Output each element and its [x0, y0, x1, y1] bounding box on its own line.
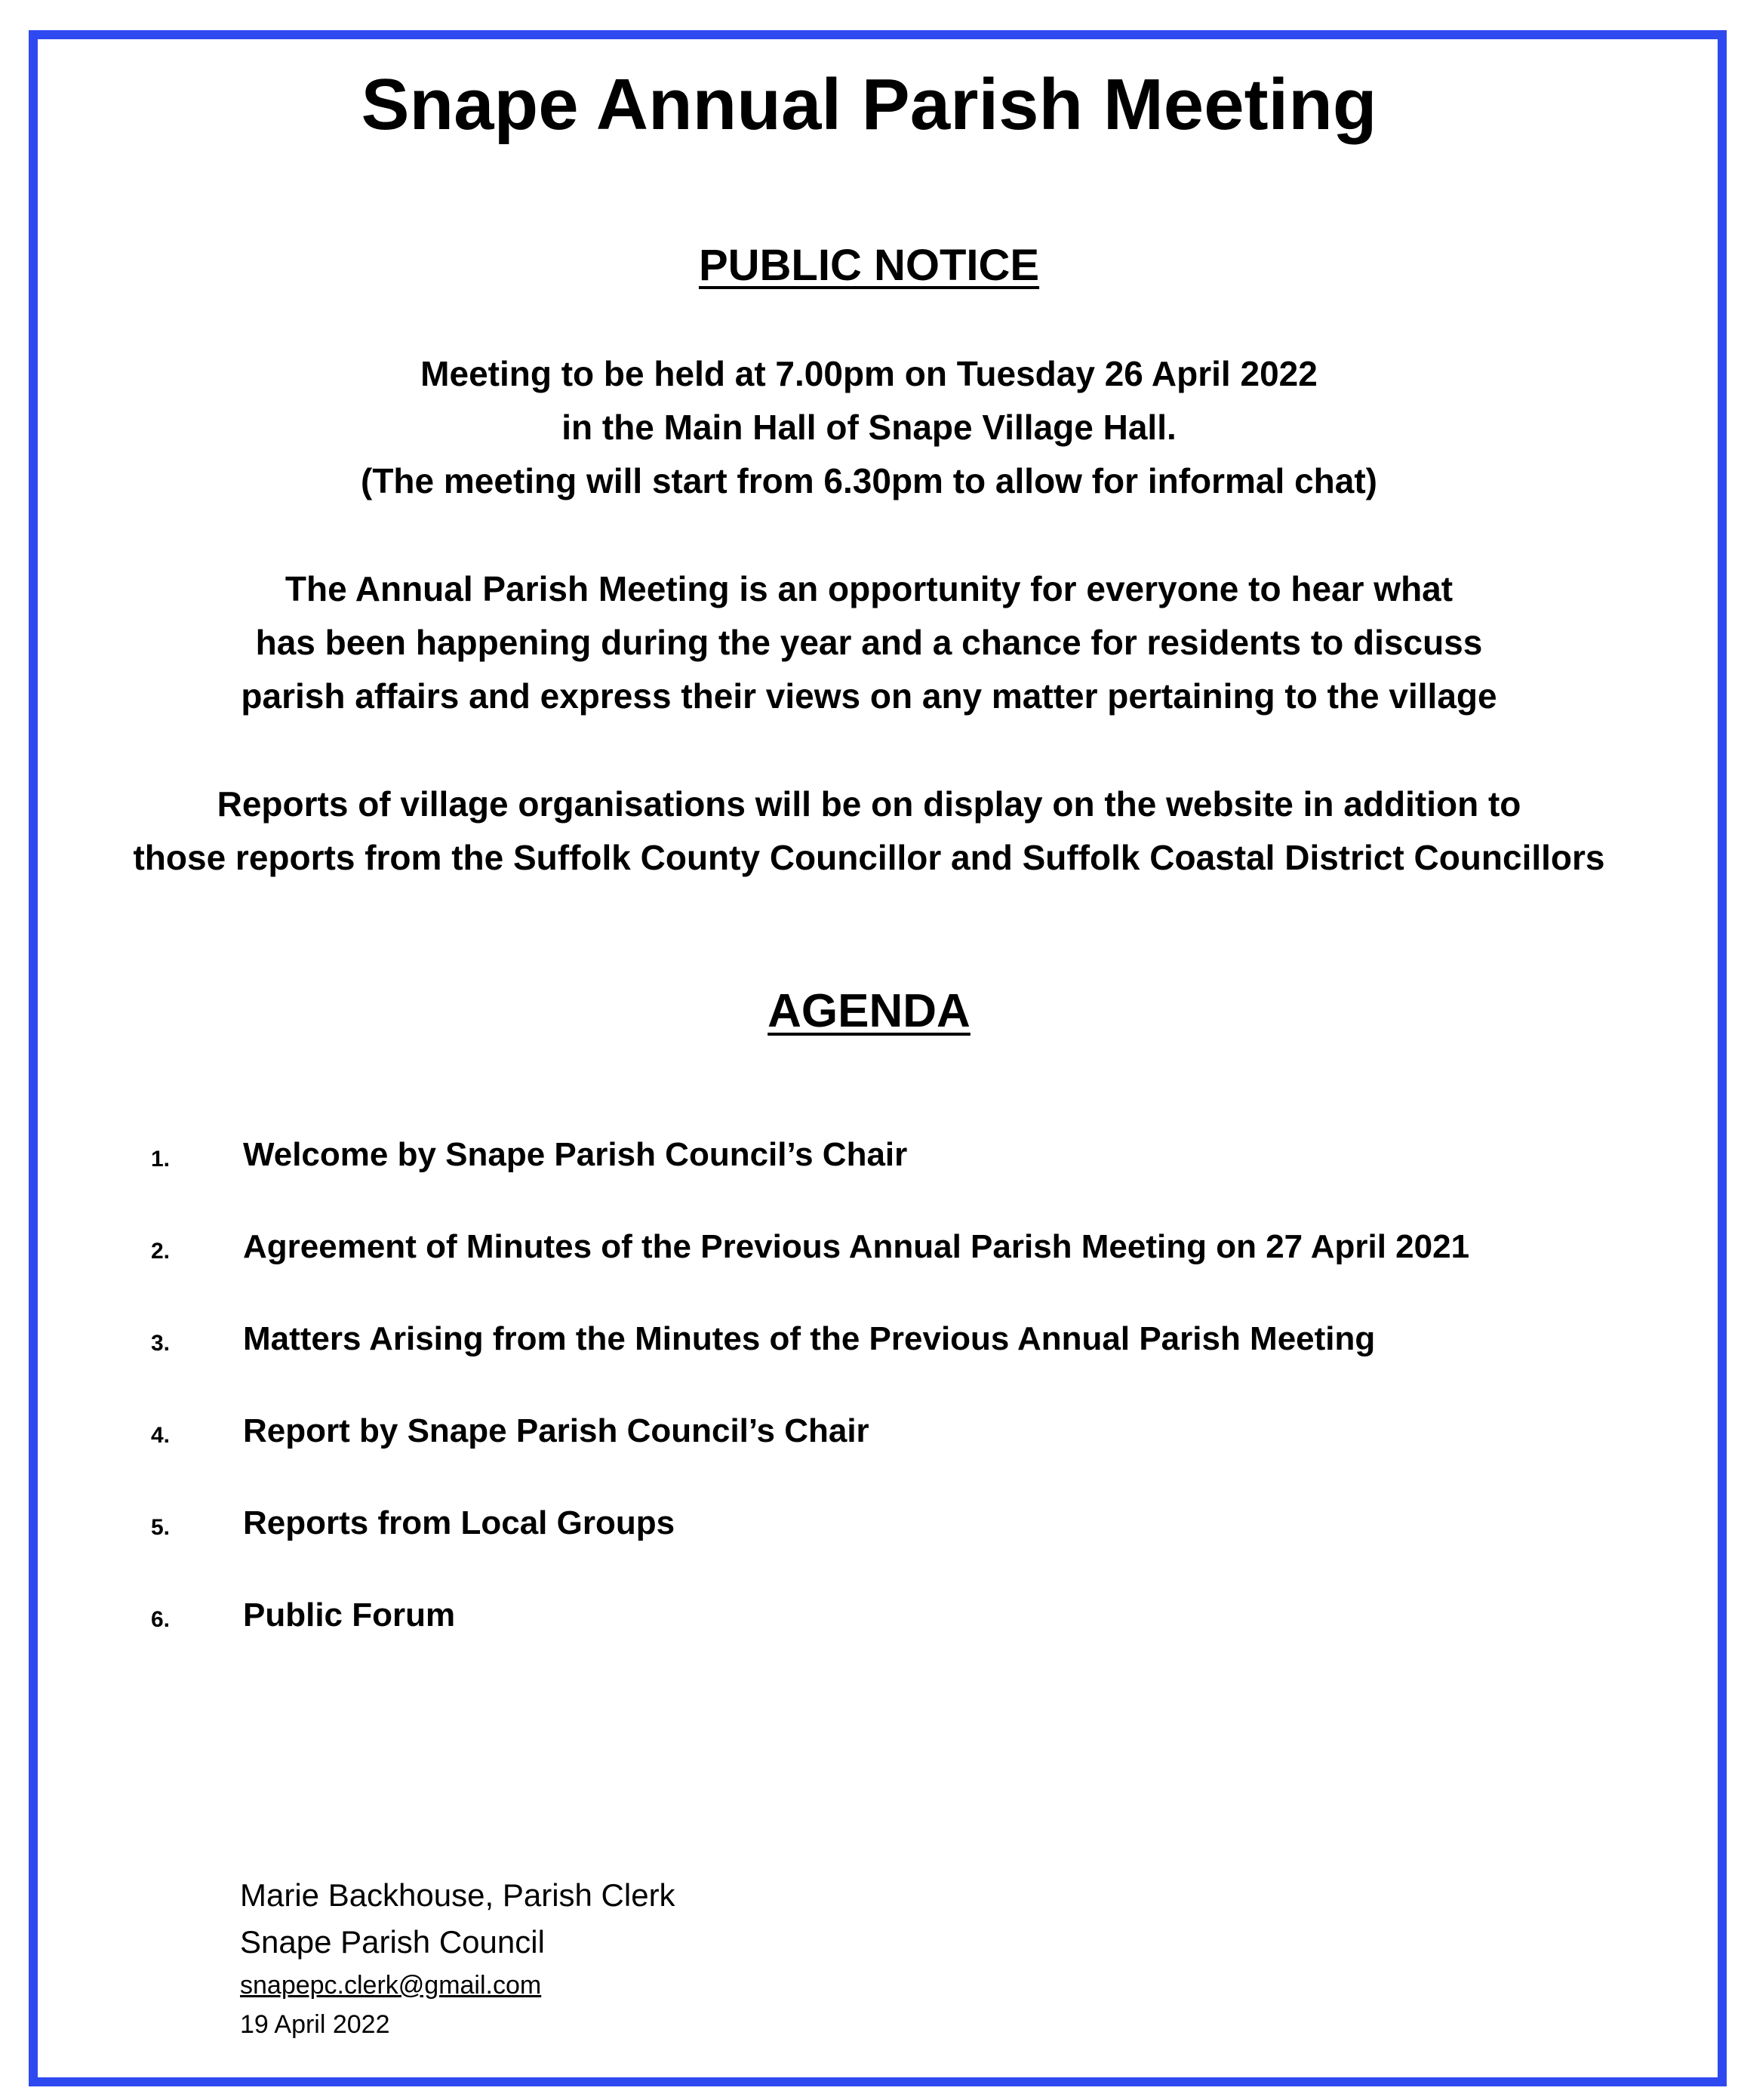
agenda-item: [151, 1597, 1469, 1689]
signature-block: [240, 1872, 675, 2044]
clerk-email-link[interactable]: snapepc.clerk@gmail.com: [240, 1971, 542, 2000]
agenda-item-number: 2.: [151, 1239, 171, 1264]
reports-line: those reports from the Suffolk County Councillor and Suffolk Coastal District Councillors: [133, 838, 1605, 877]
agenda-item-text: Reports from Local Groups: [243, 1504, 675, 1541]
agenda-item-text: Matters Arising from the Minutes of the Previous Annual Parish Meeting: [243, 1320, 1376, 1357]
meeting-line: (The meeting will start from 6.30pm to allow for informal chat): [361, 461, 1377, 500]
agenda-item: [151, 1320, 1469, 1412]
agenda-item-number: 5.: [151, 1515, 171, 1540]
council-name: Snape Parish Council: [240, 1924, 545, 1960]
purpose-line: The Annual Parish Meeting is an opportunity for everyone to hear what: [285, 569, 1453, 608]
agenda-item-number: 6.: [151, 1607, 171, 1632]
notice-date: 19 April 2022: [240, 2010, 390, 2039]
agenda-item-text: Agreement of Minutes of the Previous Annual Parish Meeting on 27 April 2021: [243, 1228, 1470, 1265]
agenda-item-number: 1.: [151, 1147, 171, 1172]
page-title: Snape Annual Parish Meeting: [361, 64, 1377, 145]
agenda-heading-text: AGENDA: [767, 985, 971, 1037]
agenda-item-text: Report by Snape Parish Council’s Chair: [243, 1412, 869, 1449]
public-notice-heading-text: PUBLIC NOTICE: [698, 241, 1040, 290]
agenda-list: [151, 1136, 1469, 1689]
agenda-item-text: Welcome by Snape Parish Council’s Chair: [243, 1136, 908, 1173]
purpose-line: parish affairs and express their views on any matter pertaining to the village: [241, 676, 1497, 716]
agenda-item: [151, 1228, 1469, 1320]
meeting-details: [45, 347, 1693, 508]
purpose-line: has been happening during the year and a chance for residents to discuss: [255, 623, 1483, 662]
clerk-name: Marie Backhouse, Parish Clerk: [240, 1877, 675, 1913]
notice-border: [29, 30, 1727, 2086]
meeting-line: Meeting to be held at 7.00pm on Tuesday 26 April 2022: [420, 354, 1318, 393]
agenda-item-number: 3.: [151, 1331, 171, 1356]
agenda-item: [151, 1504, 1469, 1597]
agenda-item-number: 4.: [151, 1423, 171, 1448]
reports-line: Reports of village organisations will be on display on the website in addition to: [217, 784, 1521, 824]
reports-info: [45, 777, 1693, 885]
agenda-item-text: Public Forum: [243, 1597, 456, 1634]
agenda-item: [151, 1412, 1469, 1504]
meeting-purpose: [45, 562, 1693, 723]
meeting-line: in the Main Hall of Snape Village Hall.: [561, 408, 1177, 447]
public-notice-heading: [38, 240, 1700, 291]
agenda-heading: [38, 984, 1700, 1038]
agenda-item: [151, 1136, 1469, 1228]
